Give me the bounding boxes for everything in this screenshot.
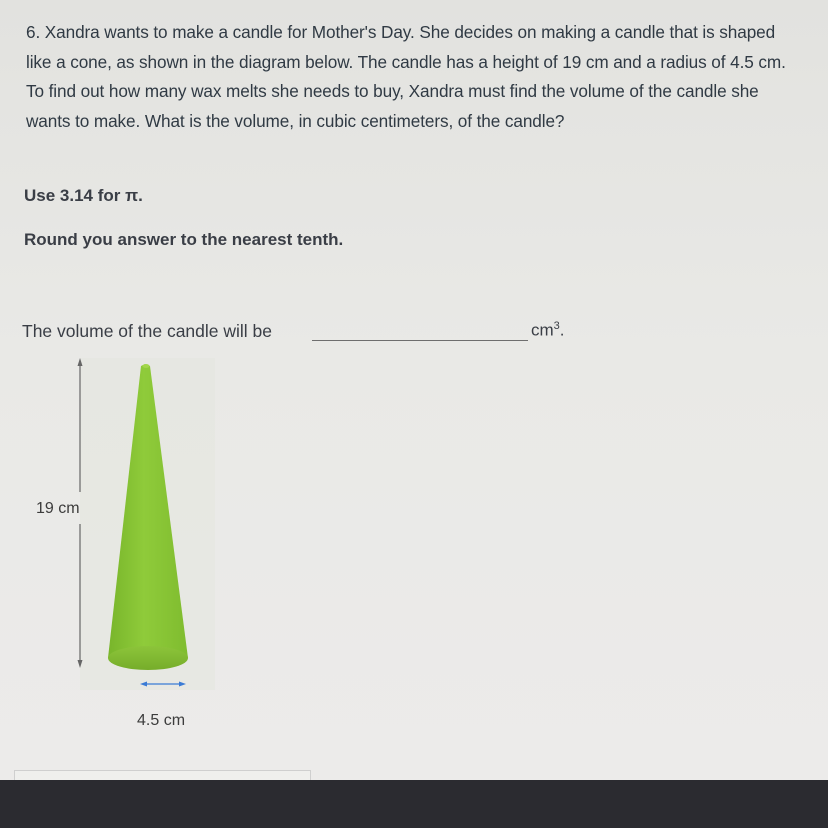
volume-answer-input[interactable] bbox=[312, 318, 528, 341]
answer-unit bbox=[531, 320, 565, 341]
question-text: 6. Xandra wants to make a candle for Mother's Day. She decides on making a candle that is shaped like a cone, as shown in the diagram below. The candle has a height of 19 cm and a radius of 4.5 cm. To find out how many wax melts she needs to buy, Xandra must find the volume of the candle she wants to make. What is the volume, in cubic centimeters, of the candle? bbox=[26, 22, 786, 131]
unit-base: cm bbox=[531, 320, 554, 340]
rounding-instruction: Round you answer to the nearest tenth. bbox=[24, 230, 344, 249]
answer-label: The volume of the candle will be bbox=[22, 321, 272, 341]
unit-exponent: 3 bbox=[553, 320, 560, 332]
cone-diagram bbox=[20, 350, 240, 750]
next-question-box-edge bbox=[14, 770, 311, 780]
radius-label: 4.5 cm bbox=[137, 712, 186, 729]
pi-instruction: Use 3.14 for π. bbox=[24, 186, 143, 205]
unit-period: . bbox=[559, 320, 565, 340]
cone-figure bbox=[20, 350, 240, 750]
height-label: 19 cm bbox=[36, 500, 80, 517]
answer-row bbox=[22, 318, 622, 348]
